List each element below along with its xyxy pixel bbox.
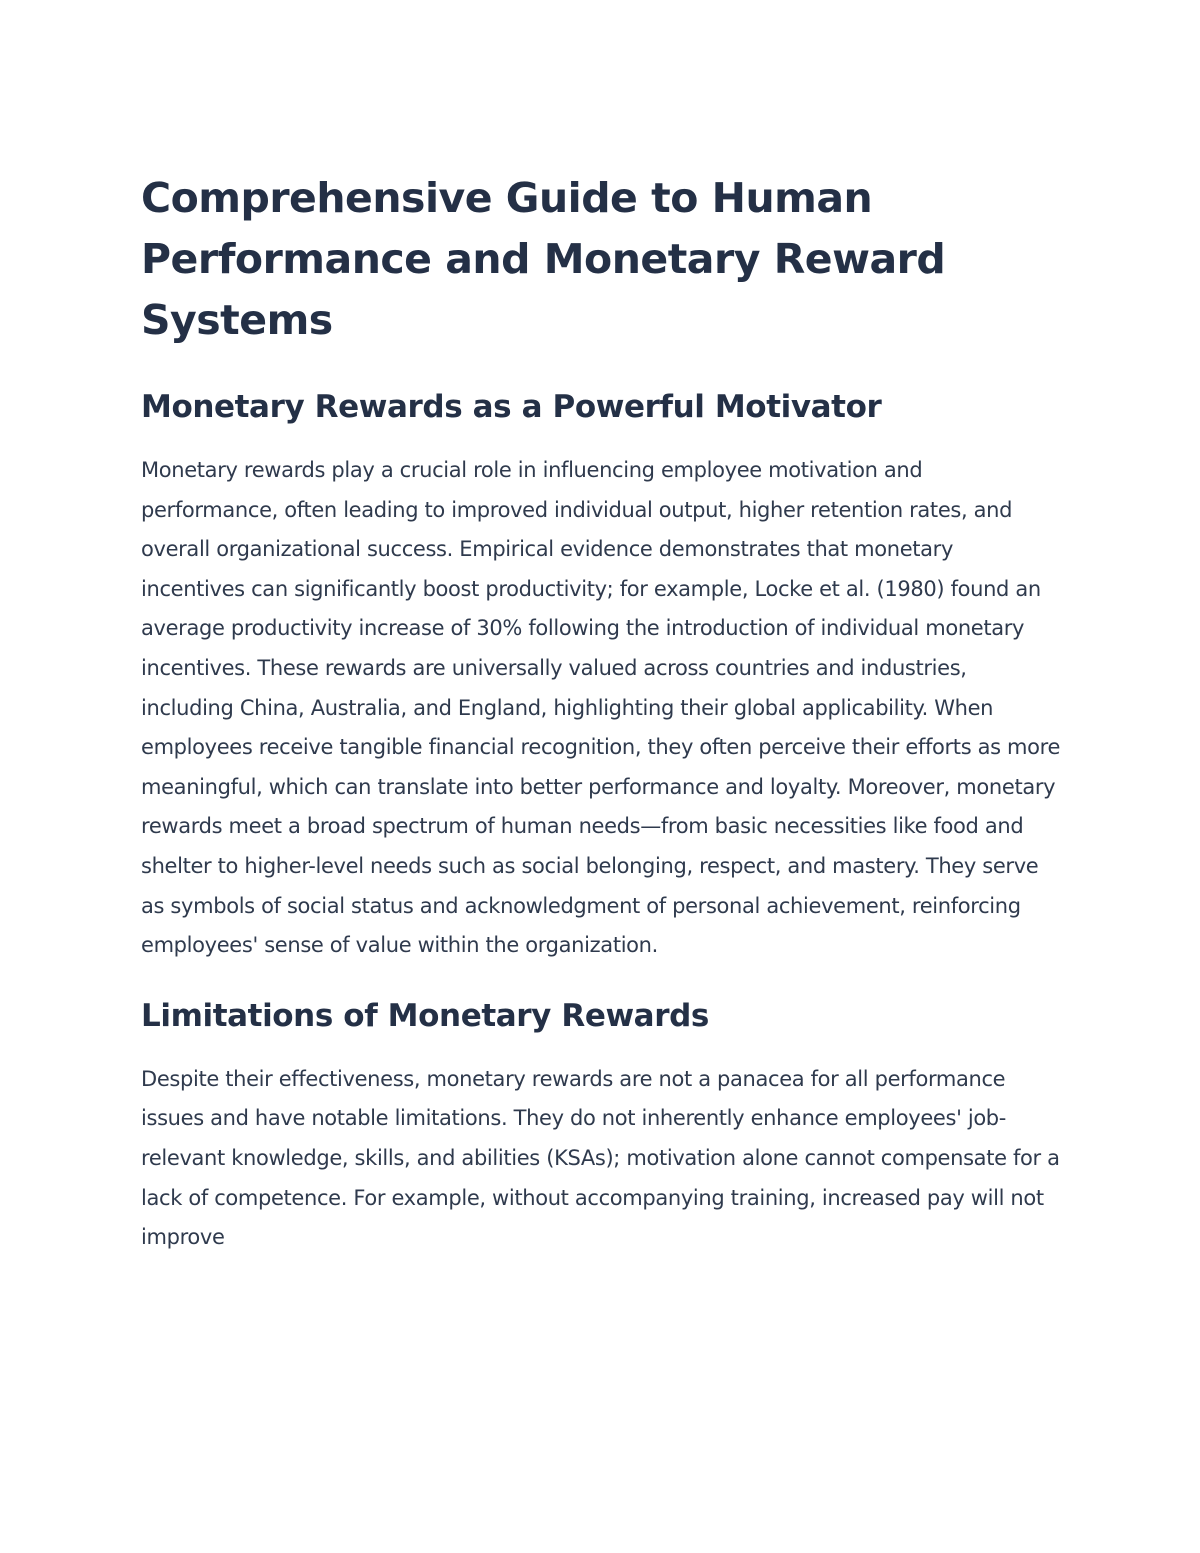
- document-page: [141, 168, 1061, 1258]
- section-heading-limitations: Limitations of Monetary Rewards: [141, 997, 709, 1034]
- document-title: Comprehensive Guide to Human Performance and Monetary Reward Systems: [141, 174, 946, 344]
- section-body-monetary-motivator: Monetary rewards play a crucial role in influencing employee motivation and performance, often leading to improved individual output, higher retention rates, and overall organizational success. Empirical evidence demonstrates that monetary incentives can significantly boost productivity; for example, Locke et al. (1980) found an average productivity increase of 30% following the introduction of individual monetary incentives. These rewards are universally valued across countries and industries, including China, Australia, and England, highlighting their global applicability. When employees receive tangible financial recognition, they often perceive their efforts as more meaningful, which can translate into better performance and loyalty. Moreover, monetary rewards meet a broad spectrum of human needs—from basic necessities like food and shelter to higher-level needs such as social belonging, respect, and mastery. They serve as symbols of social status and acknowledgment of personal achievement, reinforcing employees' sense of value within the organization.: [141, 458, 1061, 958]
- section-body-limitations: Despite their effectiveness, monetary rewards are not a panacea for all performance issues and have notable limitations. They do not inherently enhance employees' job-relevant knowledge, skills, and abilities (KSAs); motivation alone cannot compensate for a lack of competence. For example, without accompanying training, increased pay will not improve: [141, 1066, 1060, 1250]
- section-heading-monetary-motivator: Monetary Rewards as a Powerful Motivator: [141, 389, 882, 425]
